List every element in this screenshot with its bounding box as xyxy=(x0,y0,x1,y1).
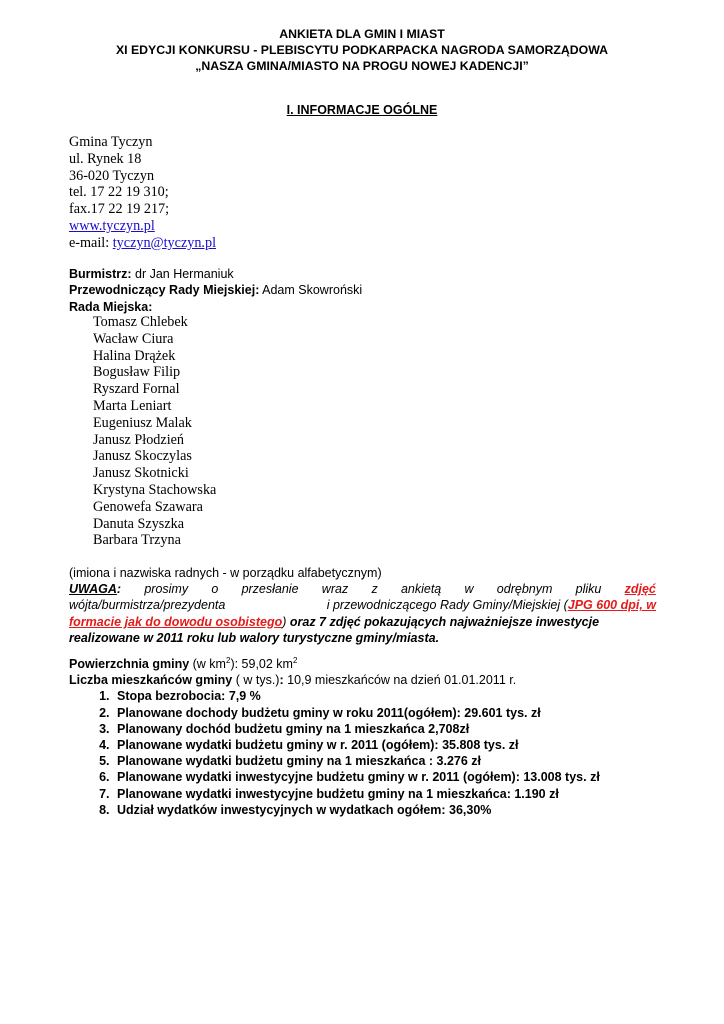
section-title: I. INFORMACJE OGÓLNE xyxy=(286,103,438,117)
population-value: 10,9 mieszkańców na dzień 01.01.2011 r. xyxy=(283,673,517,688)
header-line-2: XI EDYCJI KONKURSU - PLEBISCYTU PODKARPACKA NAGRODA SAMORZĄDOWA xyxy=(115,43,609,57)
header-line-1: ANKIETA DLA GMIN I MIAST xyxy=(279,27,445,41)
list-item: 4. Planowane wydatki budżetu gminy w r. 2011 (ogółem): 35.808 tys. zł xyxy=(113,737,600,753)
note-line-4: realizowane w 2011 roku lub walory turystyczne gminy/miasta. xyxy=(69,630,440,645)
photo-format-highlight-2: formacie jak do dowodu osobistego xyxy=(69,614,283,629)
council-members-list xyxy=(93,314,216,549)
council-member: Wacław Ciura xyxy=(93,330,174,347)
council-member: Tomasz Chlebek xyxy=(93,314,188,330)
council-member: Janusz Płodzień xyxy=(93,431,185,448)
website-link[interactable]: www.tyczyn.pl xyxy=(69,217,155,234)
note-intro: (imiona i nazwiska radnych - w porządku alfabetycznym) xyxy=(69,566,382,580)
council-member: Halina Drążek xyxy=(93,347,176,364)
note-line-1: UWAGA: prosimy o przesłanie wraz z ankietą w odrębnym pliku zdjęć xyxy=(69,582,656,597)
list-item: 6. Planowane wydatki inwestycyjne budżetu gminy w r. 2011 (ogółem): 13.008 tys. zł xyxy=(113,769,600,785)
list-item: 1. Stopa bezrobocia: 7,9 % xyxy=(113,688,600,704)
email-label: e-mail: xyxy=(69,234,113,251)
area-value: 59,02 km xyxy=(241,657,293,671)
council-label: Rada Miejska: xyxy=(69,299,153,314)
contact-block xyxy=(69,134,216,252)
area-label: Powierzchnia gminy xyxy=(69,657,190,671)
note-line-2: wójta/burmistrza/prezydenta i przewodniczącego Rady Gminy/Miejskiej (JPG 600 dpi, w xyxy=(69,598,656,613)
phone-number: tel. 17 22 19 310; xyxy=(69,184,169,201)
fax-number: fax.17 22 19 217; xyxy=(69,201,170,218)
photos-highlight: zdjęć xyxy=(624,582,656,597)
note-block xyxy=(69,565,656,646)
council-member: Barbara Trzyna xyxy=(93,532,181,549)
photo-format-highlight: JPG 600 dpi, w xyxy=(567,598,656,613)
council-member: Genowefa Szawara xyxy=(93,498,203,515)
council-chair-name: Adam Skowroński xyxy=(259,283,363,298)
email-link[interactable]: tyczyn@tyczyn.pl xyxy=(112,234,217,251)
list-item: 7. Planowane wydatki inwestycyjne budżetu gminy na 1 mieszkańca: 1.190 zł xyxy=(113,786,600,802)
council-member: Ryszard Fornal xyxy=(93,381,180,398)
population-label: Liczba mieszkańców gminy xyxy=(69,673,233,688)
area-line: Powierzchnia gminy (w $km^2$): 59,02 $km^2$ xyxy=(69,655,298,671)
list-item: 2. Planowane dochody budżetu gminy w roku 2011(ogółem): 29.601 tys. zł xyxy=(113,705,600,721)
street-address: ul. Rynek 18 xyxy=(69,150,142,167)
council-member: Krystyna Stachowska xyxy=(93,481,217,498)
municipality-name: Gmina Tyczyn xyxy=(69,134,153,150)
council-member: Bogusław Filip xyxy=(93,364,181,381)
officials-block xyxy=(69,266,362,315)
council-member: Danuta Szyszka xyxy=(93,515,185,532)
header-line-3: „NASZA GMINA/MIASTO NA PROGU NOWEJ KADENCJI” xyxy=(195,59,529,73)
mayor-name: dr Jan Hermaniuk xyxy=(131,267,234,281)
list-item: 3. Planowany dochód budżetu gminy na 1 mieszkańca 2,708zł xyxy=(113,721,600,737)
population-line: Liczba mieszkańców gminy ( w tys.): 10,9 mieszkańców na dzień 01.01.2011 r. xyxy=(69,673,517,688)
list-item: 5. Planowane wydatki budżetu gminy na 1 mieszkańca : 3.276 zł xyxy=(113,753,600,769)
council-member: Eugeniusz Malak xyxy=(93,414,192,431)
council-chair-label: Przewodniczący Rady Miejskiej: xyxy=(69,283,260,298)
mayor-label: Burmistrz: xyxy=(69,267,132,281)
uwaga-label: UWAGA xyxy=(69,582,117,597)
document-header xyxy=(60,26,664,74)
council-member: Marta Leniart xyxy=(93,397,172,414)
budget-indicators-list xyxy=(69,688,600,818)
council-member: Janusz Skotnicki xyxy=(93,465,189,482)
list-item: 8. Udział wydatków inwestycyjnych w wydatkach ogółem: 36,30% xyxy=(113,802,600,818)
statistics-block xyxy=(69,656,600,818)
council-member: Janusz Skoczylas xyxy=(93,448,192,465)
note-line-3: formacie jak do dowodu osobistego) oraz 7 zdjęć pokazujących najważniejsze inwestycje xyxy=(69,614,600,629)
postal-address: 36-020 Tyczyn xyxy=(69,167,155,184)
